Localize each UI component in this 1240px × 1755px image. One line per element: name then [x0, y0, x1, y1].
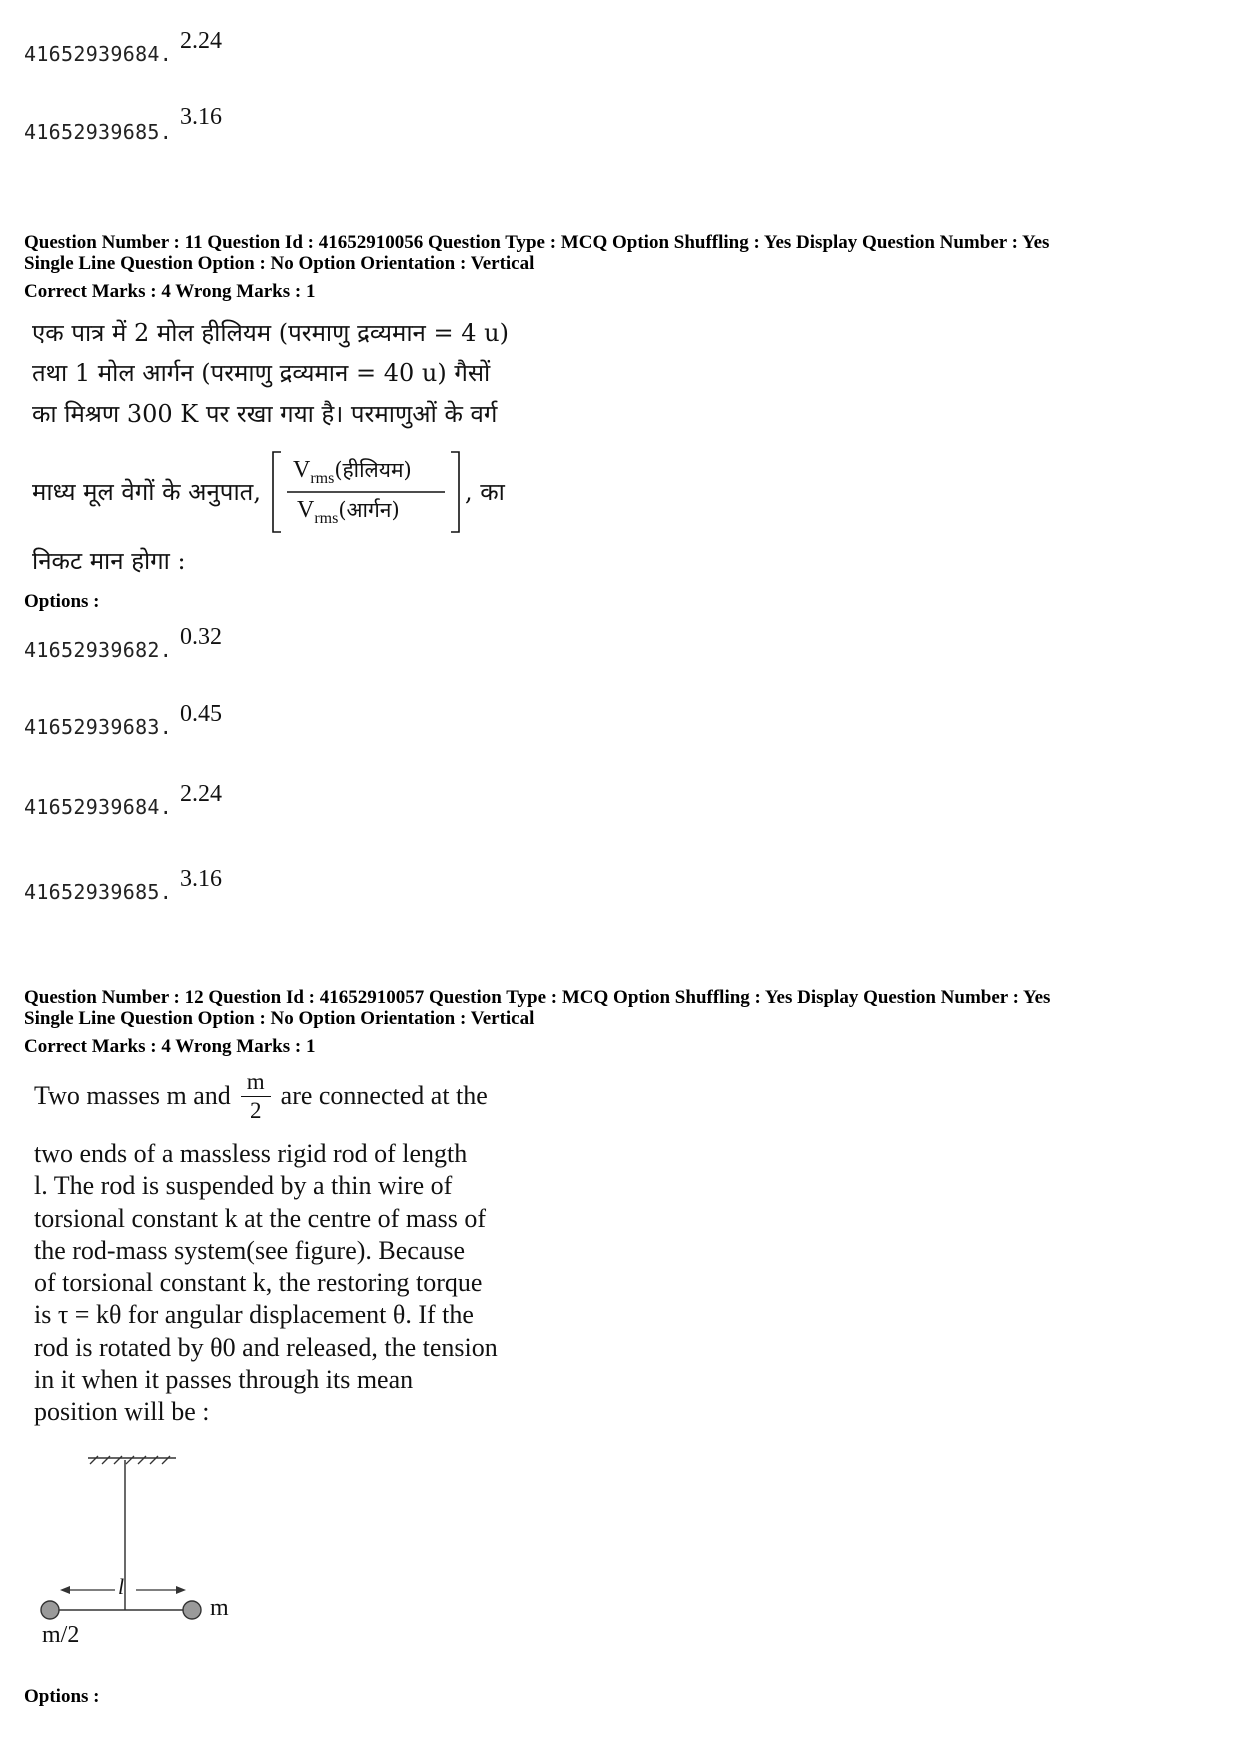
q11-line2: तथा 1 मोल आर्गन (परमाणु द्रव्यमान = 40 u) गैसों: [32, 359, 491, 387]
q11-options-label: Options :: [24, 591, 100, 612]
mass-right-label: m: [210, 1595, 229, 1621]
q12-meta-line2: Single Line Question Option : No Option Orientation : Vertical: [24, 1008, 535, 1029]
mass-left-label: m/2: [42, 1622, 80, 1648]
option-value: 3.16: [180, 866, 222, 892]
option-value: 0.45: [180, 701, 222, 727]
q12-text-line: the rod-mass system(see figure). Because: [34, 1235, 466, 1265]
option-value: 0.32: [180, 624, 222, 650]
length-label: l: [118, 1574, 125, 1599]
q12-marks: Correct Marks : 4 Wrong Marks : 1: [24, 1036, 316, 1057]
q12-text-line: position will be :: [34, 1397, 210, 1427]
torsion-pendulum-figure: [30, 1450, 260, 1660]
option-id: 41652939684.: [24, 795, 173, 819]
q12-text-line: l. The rod is suspended by a thin wire of: [34, 1171, 453, 1201]
q12-text-line: of torsional constant k, the restoring torque: [34, 1268, 483, 1298]
q12-text-line: two ends of a massless rigid rod of length: [34, 1139, 468, 1168]
option-id: 41652939682.: [24, 638, 173, 662]
option-value: 3.16: [180, 104, 222, 130]
option-id: 41652939684.: [24, 42, 173, 66]
option-value: 2.24: [180, 28, 222, 54]
q12-text-line: in it when it passes through its mean: [34, 1365, 414, 1395]
q11-line3: का मिश्रण 300 K पर रखा गया है। परमाणुओं के वर्ग: [32, 400, 498, 428]
q12-text-line: rod is rotated by θ0 and released, the tension: [34, 1332, 498, 1362]
q12-line1: Two masses m and $\frac{m}{2}$ are connected at the: [34, 1069, 488, 1123]
q12-meta-line1: Question Number : 12 Question Id : 41652910057 Question Type : MCQ Option Shuffling : Yes Display Question Number : Yes: [24, 987, 1051, 1008]
q11-line4-prefix: माध्य मूल वेगों के अनुपात,: [32, 478, 261, 506]
velocity-ratio: [271, 450, 461, 534]
option-value: 2.24: [180, 781, 222, 807]
q11-line5: निकट मान होगा :: [32, 547, 186, 575]
q12-text-line: torsional constant k at the centre of mass of: [34, 1203, 486, 1233]
option-id: 41652939685.: [24, 120, 173, 144]
mass-left: [41, 1601, 59, 1619]
mass-right: [183, 1601, 201, 1619]
option-id: 41652939685.: [24, 880, 173, 904]
q12-text-line: is τ = kθ for angular displacement θ. If the: [34, 1300, 474, 1330]
option-id: 41652939683.: [24, 715, 173, 739]
q11-meta-line2: Single Line Question Option : No Option Orientation : Vertical: [24, 253, 535, 274]
mass-fraction: $\frac{m}{2}$: [241, 1068, 271, 1125]
ratio-numerator: $V_{rms}(हीलियम)$: [292, 457, 412, 487]
q12-options-label: Options :: [24, 1686, 100, 1707]
q11-meta-line1: Question Number : 11 Question Id : 41652910056 Question Type : MCQ Option Shuffling : Yes Display Question Number : Yes: [24, 232, 1050, 253]
ratio-denominator: $V_{rms}(आर्गन)$: [296, 497, 400, 527]
q11-line1: एक पात्र में 2 मोल हीलियम (परमाणु द्रव्यमान = 4 u): [32, 319, 509, 347]
q11-line4-suffix: , का: [464, 478, 505, 506]
q11-marks: Correct Marks : 4 Wrong Marks : 1: [24, 281, 316, 302]
q12-body: [34, 1138, 498, 1429]
q11-ratio-line: [32, 450, 505, 534]
